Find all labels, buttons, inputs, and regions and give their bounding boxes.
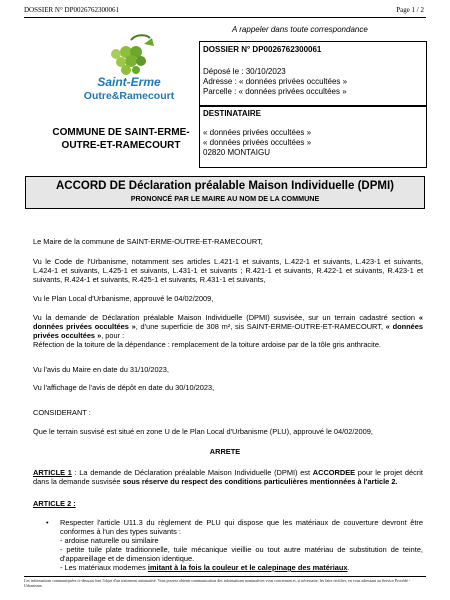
deposit-date: Déposé le : 30/10/2023: [203, 67, 286, 76]
article-1: [33, 468, 423, 486]
request-address-redacted: « données privées occultées »: [33, 322, 424, 340]
commune-name: [36, 127, 206, 152]
article-1-label: ARTICLE 1: [33, 468, 72, 477]
request-section-redacted: « données privées occultées »: [33, 313, 423, 331]
logo-text-line2: Outre&Ramecourt: [83, 90, 175, 102]
bullet-text-b: - ardoise naturelle ou similaire: [60, 536, 159, 545]
considerant-heading: CONSIDERANT :: [33, 408, 91, 417]
plu-paragraph: Vu le Plan Local d'Urbanisme, approuvé le 04/02/2009,: [33, 294, 214, 303]
code-urbanisme-paragraph: Vu le Code de l'Urbanisme, notamment ses articles L.421-1 et suivants, L.422-1 et suivants, L.423-1 et suivants, L.424-1 et suivants, L.425-1 et suivants, L.431-1 et suivants ; R.421-1 et suivants, R.422-1 et suivants, R.423-1 et suivants, R.424-1 et suivants, R.425-1 et suivants, R.431-1 et suivants,: [33, 257, 423, 284]
article-2-bullet: [60, 518, 423, 572]
bullet-text-a: Respecter l'article U11.3 du règlement de PLU qui dispose que les matériaux de couverture devront être conformes à l'un des types suivants :: [60, 518, 423, 536]
logo-text-line1: Saint-Erme: [97, 75, 161, 89]
commune-logo: [83, 30, 175, 116]
recipient-city: 02820 MONTAIGU: [203, 148, 270, 157]
commune-name-line1: COMMUNE DE SAINT-ERME-: [52, 127, 190, 138]
bullet-text-d3: .: [347, 563, 350, 572]
footer-divider: [24, 576, 426, 577]
article-1-accordee: ACCORDEE: [312, 468, 356, 477]
bullet-text-d: [60, 563, 423, 572]
article-1-conditions: sous réserve du respect des conditions particulières mentionnées à l'article 2.: [122, 477, 398, 486]
recipient-line1: « données privées occultées »: [203, 128, 312, 137]
request-text-a: Vu la demande de Déclaration préalable Maison Individuelle (DPMI) susvisée, sur un terrain cadastré section: [33, 313, 419, 322]
works-description: Réfection de la toiture de la dépendance : remplacement de la toiture ardoise par de la tôle gris anthracite.: [33, 340, 381, 349]
recipient-line2: « données privées occultées »: [203, 138, 312, 147]
mayor-opinion: Vu l'avis du Maire en date du 31/10/2023,: [33, 365, 169, 374]
bullet-text-c: - petite tuile plate traditionnelle, tuile mécanique vieillie ou tout autre matériau de substitution de teinte, d'appareillage et de dimension identique.: [60, 545, 423, 563]
decision-title-box: [25, 176, 425, 209]
commune-name-line2: OUTRE-ET-RAMECOURT: [61, 139, 181, 151]
bullet-text-d1: - Les matériaux modernes: [60, 563, 148, 572]
footer-notice: Les informations communiquées ci-dessous font l'objet d'un traitement automatisé. Vous pouvez obtenir communication des informations nominatives vous concernant et, si nécessaire, les faire rectifier, en vous adressant au Service Procédé - Urbanisme.: [24, 578, 411, 588]
article-1-text-c: pour le projet décrit dans la demande susvisée: [33, 468, 423, 486]
zone-paragraph: Que le terrain susvisé est situé en zone U de le Plan Local d'Urbanisme (PLU), approuvé le 04/02/2009,: [33, 427, 373, 436]
recipient-box-title: DESTINATAIRE: [203, 109, 261, 118]
mayor-intro: Le Maire de la commune de SAINT-ERME-OUTRE-ET-RAMECOURT,: [33, 237, 263, 246]
bullet-text-d2: imitant à la fois la couleur et le calepinage des matériaux: [147, 563, 348, 572]
dossier-parcel: Parcelle : « données privées occultées »: [203, 87, 347, 96]
bullet-icon: •: [46, 518, 49, 527]
request-paragraph: [33, 313, 423, 340]
recipient-box: [199, 105, 427, 168]
grapes-logo-icon: [86, 30, 172, 116]
request-text-c: , d'une superficie de 308 m², sis SAINT-ERME-OUTRE-ET-RAMECOURT,: [135, 322, 386, 331]
article-2-label: ARTICLE 2 :: [33, 499, 76, 508]
header-dossier-label: DOSSIER N° DP0026762300061: [24, 6, 119, 14]
dossier-box: [199, 41, 427, 107]
notice-posting: Vu l'affichage de l'avis de dépôt en date du 30/10/2023,: [33, 383, 215, 392]
article-1-text-a: : La demande de Déclaration préalable Maison Individuelle (DPMI) est: [71, 468, 313, 477]
dossier-box-title: DOSSIER N° DP0026762300061: [203, 45, 322, 54]
decision-subtitle: PRONONCÉ PAR LE MAIRE AU NOM DE LA COMMUNE: [130, 194, 320, 203]
header-page-number: Page 1 / 2: [396, 6, 424, 14]
dossier-address: Adresse : « données privées occultées »: [203, 77, 348, 86]
decision-title: ACCORD DE Déclaration préalable Maison Individuelle (DPMI): [55, 180, 395, 192]
header-divider: [24, 17, 426, 18]
arrete-heading: ARRETE: [209, 447, 241, 456]
request-text-e: , pour :: [101, 331, 125, 340]
reminder-text: A rappeler dans toute correspondance: [232, 25, 368, 34]
